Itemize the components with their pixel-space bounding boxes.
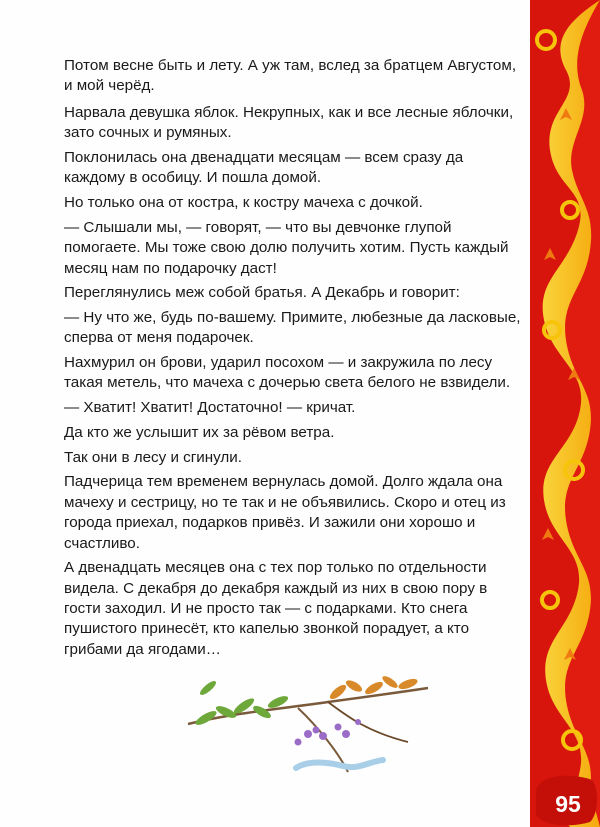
paragraph: — Хватит! Хватит! Достаточно! — кричат. bbox=[64, 399, 356, 417]
paragraph: Так они в лесу и сгинули. bbox=[64, 448, 242, 466]
paragraph: Да кто же услышит их за рёвом ветра. bbox=[64, 423, 335, 441]
paragraph: Поклонилась она двенадцати месяцам — всем сразу да каждому в особицу. И пошла домой. bbox=[64, 148, 464, 187]
paragraph: Нарвала девушка яблок. Некрупных, как и все лесные яблочки, зато сочных и румяных. bbox=[64, 103, 514, 142]
page-number: 95 bbox=[555, 791, 581, 817]
paragraph: А двенадцать месяцев она с тех пор только по отдельности видела. С декабря до декабря каждый из них в свою пору в гости заходил. И не просто так — с подарками. Кто снега пушистого принесёт, кто капелью звонкой порадует, а кто грибами да ягодами… bbox=[64, 559, 488, 658]
paragraph: Нахмурил он брови, ударил посохом — и закружила по лесу такая метель, что мачеха с дочерью света белого не взвидели. bbox=[64, 354, 511, 392]
paragraph: Потом весне быть и лету. А уж там, вслед за братцем Августом, и мой черёд. bbox=[64, 57, 517, 95]
story-text bbox=[64, 56, 524, 665]
paragraph: — Слышали мы, — говорят, — что вы девчонке глупой помогаете. Мы тоже свою долю получить хотим. Пусть каждый месяц нам по подарочку даст! bbox=[64, 218, 509, 277]
branch-flowers-icon bbox=[178, 672, 438, 782]
paragraph: Падчерица тем временем вернулась домой. Долго ждала она мачеху и сестрицу, но те так и не объявились. Скоро и отец из города приехал, подарков привёз. И зажили они хорошо и счастливо. bbox=[64, 473, 506, 552]
paragraph: Переглянулись меж собой братья. А Декабрь и говорит: bbox=[64, 284, 460, 302]
paragraph: — Ну что же, будь по-вашему. Примите, любезные да ласковые, сперва от меня подарочек. bbox=[64, 308, 521, 347]
ornament-border-icon bbox=[530, 0, 600, 827]
paragraph: Но только она от костра, к костру мачеха с дочкой. bbox=[64, 194, 423, 212]
